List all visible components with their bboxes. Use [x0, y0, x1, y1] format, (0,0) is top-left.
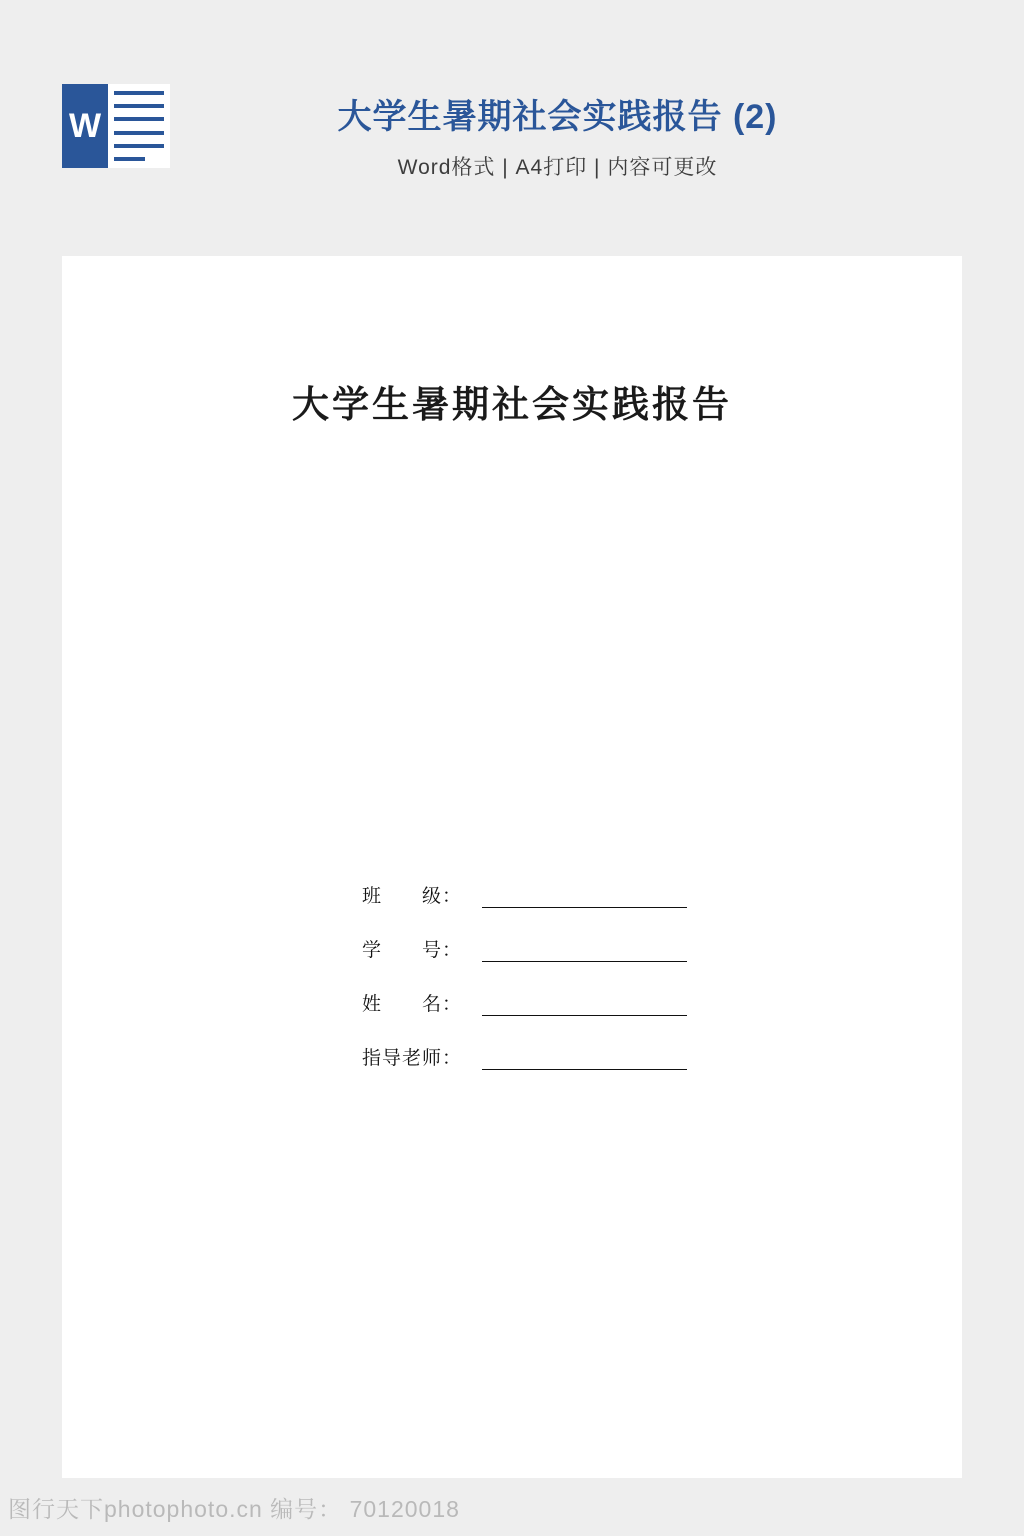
cover-fields: [362, 881, 782, 1097]
word-logo-letter: W: [62, 84, 108, 168]
field-row-student-id: [362, 935, 782, 962]
field-input-class[interactable]: [482, 887, 687, 908]
page-title: 大学生暑期社会实践报告 (2): [337, 98, 778, 136]
field-label-name: 姓 名：: [362, 993, 463, 1015]
field-row-advisor: [362, 1043, 782, 1070]
field-input-student-id[interactable]: [482, 941, 687, 962]
document-title: 大学生暑期社会实践报告: [292, 382, 732, 426]
footer-watermark-bar: [0, 1478, 1024, 1536]
document-page: [62, 256, 962, 1478]
field-row-class: [362, 881, 782, 908]
word-logo-lines: [108, 84, 170, 168]
word-document-icon: [62, 84, 170, 168]
field-label-student-id: 学 号：: [362, 939, 463, 961]
field-label-advisor: 指导老师：: [362, 1047, 463, 1069]
logo-line: [114, 144, 164, 148]
logo-line: [114, 91, 164, 95]
watermark-text: 图行天下photophoto.cn 编号： 70120018: [8, 1495, 460, 1522]
logo-line: [114, 104, 164, 108]
field-row-name: [362, 989, 782, 1016]
field-input-advisor[interactable]: [482, 1049, 687, 1070]
header-text-block: [185, 95, 985, 181]
page-subtitle: Word格式 | A4打印 | 内容可更改: [397, 156, 718, 179]
field-label-class: 班 级：: [362, 885, 463, 907]
page-header: [0, 0, 1024, 256]
logo-line: [114, 131, 164, 135]
logo-line: [114, 117, 164, 121]
field-input-name[interactable]: [482, 995, 687, 1016]
logo-line: [114, 157, 145, 161]
